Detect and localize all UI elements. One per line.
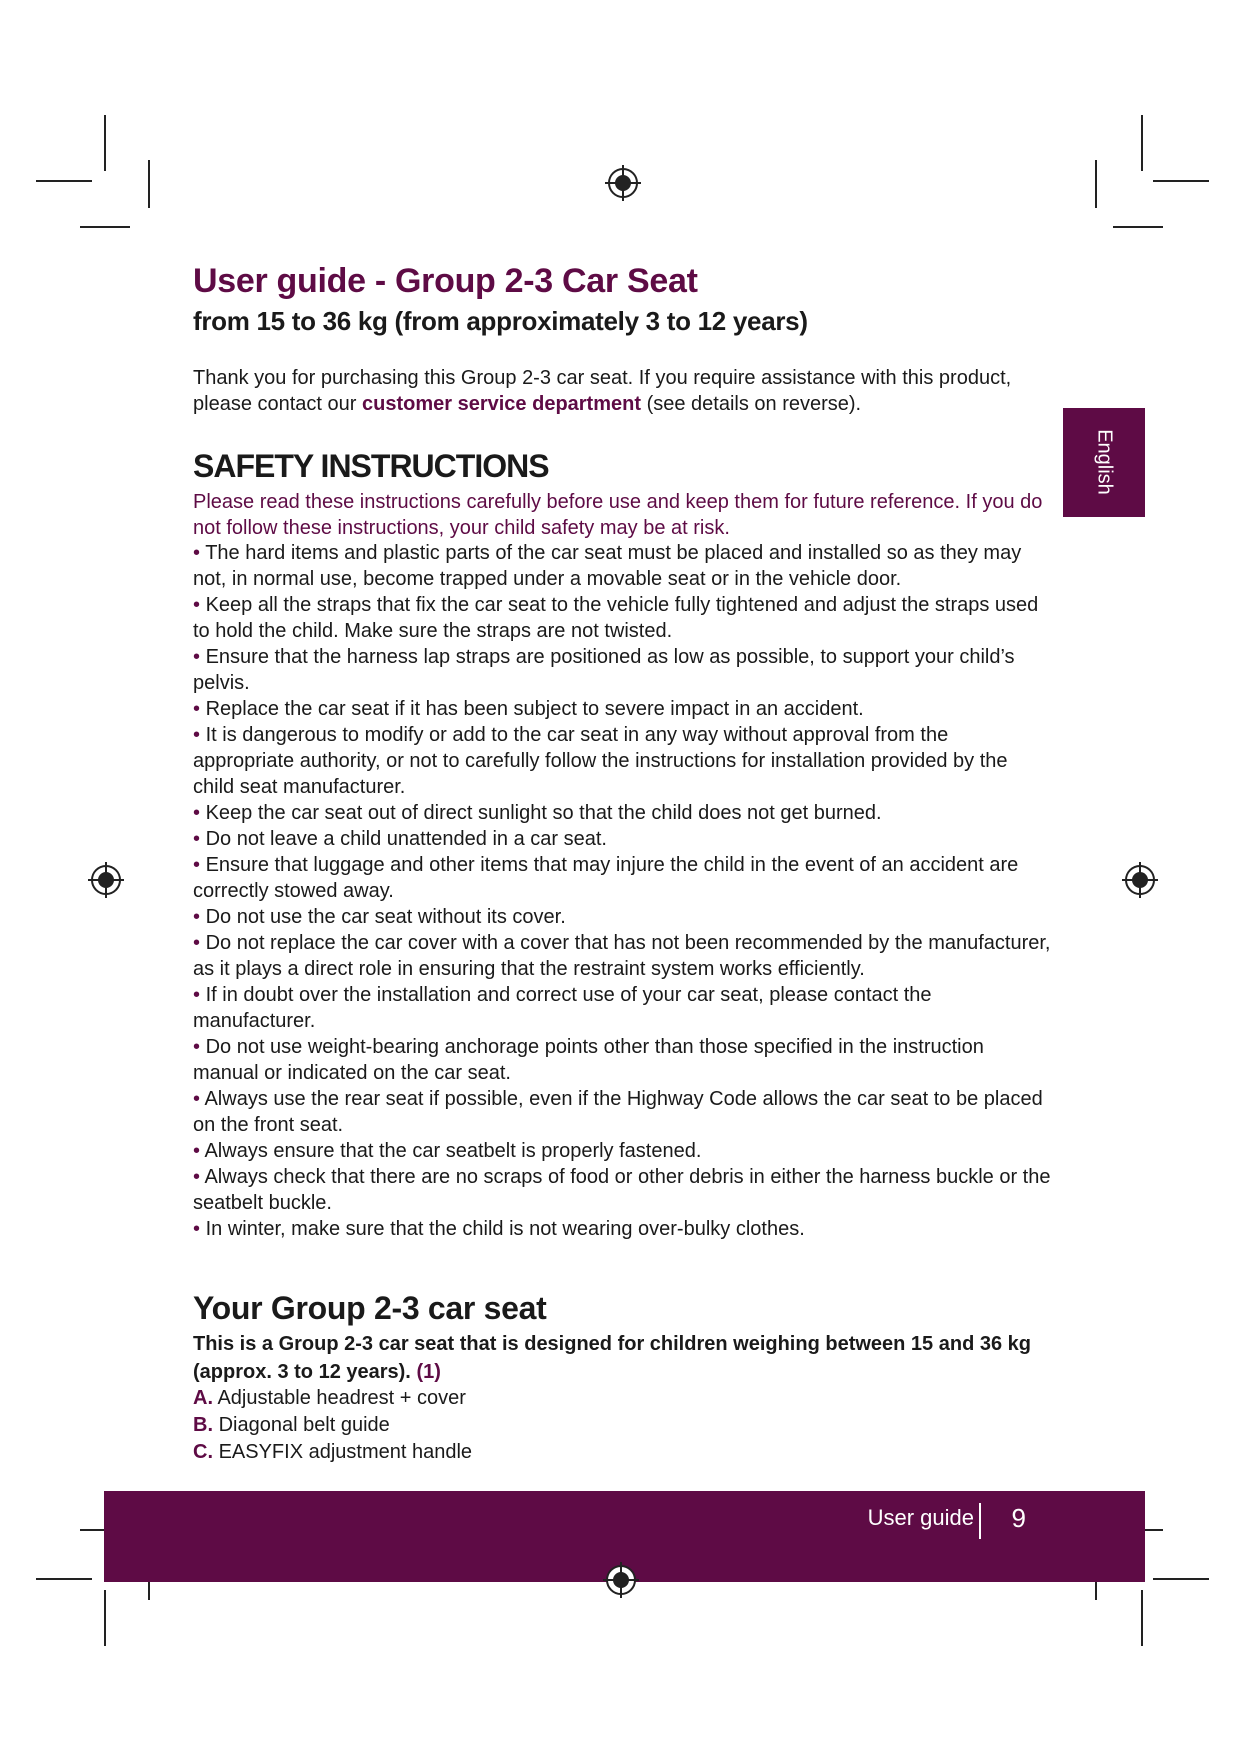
bullet-icon: • bbox=[193, 1088, 201, 1110]
your-seat-description bbox=[193, 1330, 1073, 1386]
part-label: Adjustable headrest + cover bbox=[217, 1387, 466, 1409]
intro-paragraph bbox=[193, 365, 1073, 417]
list-item bbox=[193, 1216, 1053, 1242]
list-item-text: Always ensure that the car seatbelt is properly fastened. bbox=[204, 1140, 702, 1162]
bullet-icon: • bbox=[193, 1218, 201, 1240]
bullet-icon: • bbox=[193, 646, 201, 668]
list-item bbox=[193, 540, 1053, 592]
list-item bbox=[193, 982, 1053, 1034]
list-item bbox=[193, 1164, 1053, 1216]
list-item-text: Always use the rear seat if possible, even if the Highway Code allows the car seat to be placed on the front seat. bbox=[193, 1088, 1043, 1136]
list-item bbox=[193, 1138, 1053, 1164]
footer-label: User guide bbox=[867, 1505, 974, 1530]
bullet-icon: • bbox=[193, 932, 201, 954]
your-seat-description-text: This is a Group 2-3 car seat that is designed for children weighing between 15 and 36 kg (approx. 3 to 12 years). bbox=[193, 1333, 1031, 1383]
list-item-text: In winter, make sure that the child is not wearing over-bulky clothes. bbox=[205, 1218, 805, 1240]
list-item-text: Ensure that the harness lap straps are positioned as low as possible, to support your child’s pelvis. bbox=[193, 646, 1015, 694]
list-item-text: It is dangerous to modify or add to the car seat in any way without approval from the appropriate authority, or not to carefully follow the instructions for installation provided by the child seat manufacturer. bbox=[193, 724, 1008, 798]
crop-mark bbox=[1153, 180, 1209, 182]
crop-mark bbox=[1113, 226, 1163, 228]
list-item bbox=[193, 592, 1053, 644]
figure-reference: (1) bbox=[416, 1361, 441, 1383]
crop-mark bbox=[104, 1590, 106, 1646]
language-tab[interactable] bbox=[1063, 408, 1145, 517]
list-item bbox=[193, 1412, 472, 1439]
bullet-icon: • bbox=[193, 542, 201, 564]
page-title: User guide - Group 2-3 Car Seat bbox=[193, 262, 698, 300]
list-item bbox=[193, 800, 1053, 826]
crop-mark bbox=[80, 226, 130, 228]
crop-mark bbox=[104, 115, 106, 171]
language-tab-label: English bbox=[1093, 429, 1116, 495]
bullet-icon: • bbox=[193, 594, 201, 616]
part-letter: A. bbox=[193, 1387, 213, 1409]
list-item bbox=[193, 826, 1053, 852]
crop-mark bbox=[148, 160, 150, 208]
list-item bbox=[193, 1439, 472, 1466]
bullet-icon: • bbox=[193, 1140, 201, 1162]
list-item-text: Always check that there are no scraps of food or other debris in either the harness buckle or the seatbelt buckle. bbox=[193, 1166, 1051, 1214]
list-item bbox=[193, 722, 1053, 800]
registration-mark-icon bbox=[86, 860, 126, 900]
list-item-text: Do not leave a child unattended in a car seat. bbox=[205, 828, 607, 850]
intro-text-after: (see details on reverse). bbox=[641, 393, 862, 415]
bullet-icon: • bbox=[193, 724, 201, 746]
bullet-icon: • bbox=[193, 698, 201, 720]
your-seat-heading: Your Group 2-3 car seat bbox=[193, 1290, 547, 1326]
bullet-icon: • bbox=[193, 1166, 201, 1188]
registration-mark-icon bbox=[601, 1560, 641, 1600]
registration-mark-icon bbox=[603, 163, 643, 203]
footer-divider bbox=[979, 1503, 981, 1539]
crop-mark bbox=[1141, 115, 1143, 171]
safety-list bbox=[193, 540, 1053, 1242]
list-item-text: Do not replace the car cover with a cover that has not been recommended by the manufacturer, as it plays a direct role in ensuring that the restraint system works efficiently. bbox=[193, 932, 1051, 980]
safety-warning: Please read these instructions carefully before use and keep them for future reference. If you do not follow these instructions, your child safety may be at risk. bbox=[193, 491, 1043, 539]
crop-mark bbox=[36, 180, 92, 182]
list-item bbox=[193, 1385, 472, 1412]
list-item-text: If in doubt over the installation and correct use of your car seat, please contact the manufacturer. bbox=[193, 984, 932, 1032]
list-item-text: Do not use weight-bearing anchorage points other than those specified in the instruction manual or indicated on the car seat. bbox=[193, 1036, 984, 1084]
list-item bbox=[193, 930, 1053, 982]
crop-mark bbox=[1153, 1578, 1209, 1580]
list-item bbox=[193, 852, 1053, 904]
page-subtitle: from 15 to 36 kg (from approximately 3 to 12 years) bbox=[193, 306, 808, 336]
bullet-icon: • bbox=[193, 828, 201, 850]
list-item bbox=[193, 904, 1053, 930]
list-item-text: Keep all the straps that fix the car seat to the vehicle fully tightened and adjust the straps used to hold the child. Make sure the straps are not twisted. bbox=[193, 594, 1039, 642]
list-item-text: Keep the car seat out of direct sunlight so that the child does not get burned. bbox=[205, 802, 882, 824]
part-label: Diagonal belt guide bbox=[218, 1414, 390, 1436]
list-item-text: The hard items and plastic parts of the car seat must be placed and installed so as they may not, in normal use, become trapped under a movable seat or in the vehicle door. bbox=[193, 542, 1022, 590]
list-item-text: Ensure that luggage and other items that may injure the child in the event of an accident are correctly stowed away. bbox=[193, 854, 1019, 902]
intro-text-before: Thank you for purchasing this Group 2-3 car seat. If you require assistance with this product, please contact our bbox=[193, 367, 1012, 415]
safety-heading: SAFETY INSTRUCTIONS bbox=[193, 448, 549, 484]
list-item-text: Replace the car seat if it has been subject to severe impact in an accident. bbox=[205, 698, 864, 720]
parts-list bbox=[193, 1385, 472, 1466]
bullet-icon: • bbox=[193, 802, 201, 824]
part-letter: C. bbox=[193, 1441, 213, 1463]
list-item bbox=[193, 644, 1053, 696]
page-number: 9 bbox=[1011, 1503, 1026, 1533]
list-item bbox=[193, 1086, 1053, 1138]
bullet-icon: • bbox=[193, 1036, 201, 1058]
part-label: EASYFIX adjustment handle bbox=[218, 1441, 473, 1463]
part-letter: B. bbox=[193, 1414, 213, 1436]
customer-service-link[interactable]: customer service department bbox=[362, 393, 642, 415]
crop-mark bbox=[1095, 160, 1097, 208]
bullet-icon: • bbox=[193, 906, 201, 928]
crop-mark bbox=[36, 1578, 92, 1580]
list-item-text: Do not use the car seat without its cover. bbox=[205, 906, 566, 928]
registration-mark-icon bbox=[1120, 860, 1160, 900]
crop-mark bbox=[1141, 1590, 1143, 1646]
list-item bbox=[193, 696, 1053, 722]
bullet-icon: • bbox=[193, 854, 201, 876]
bullet-icon: • bbox=[193, 984, 201, 1006]
list-item bbox=[193, 1034, 1053, 1086]
